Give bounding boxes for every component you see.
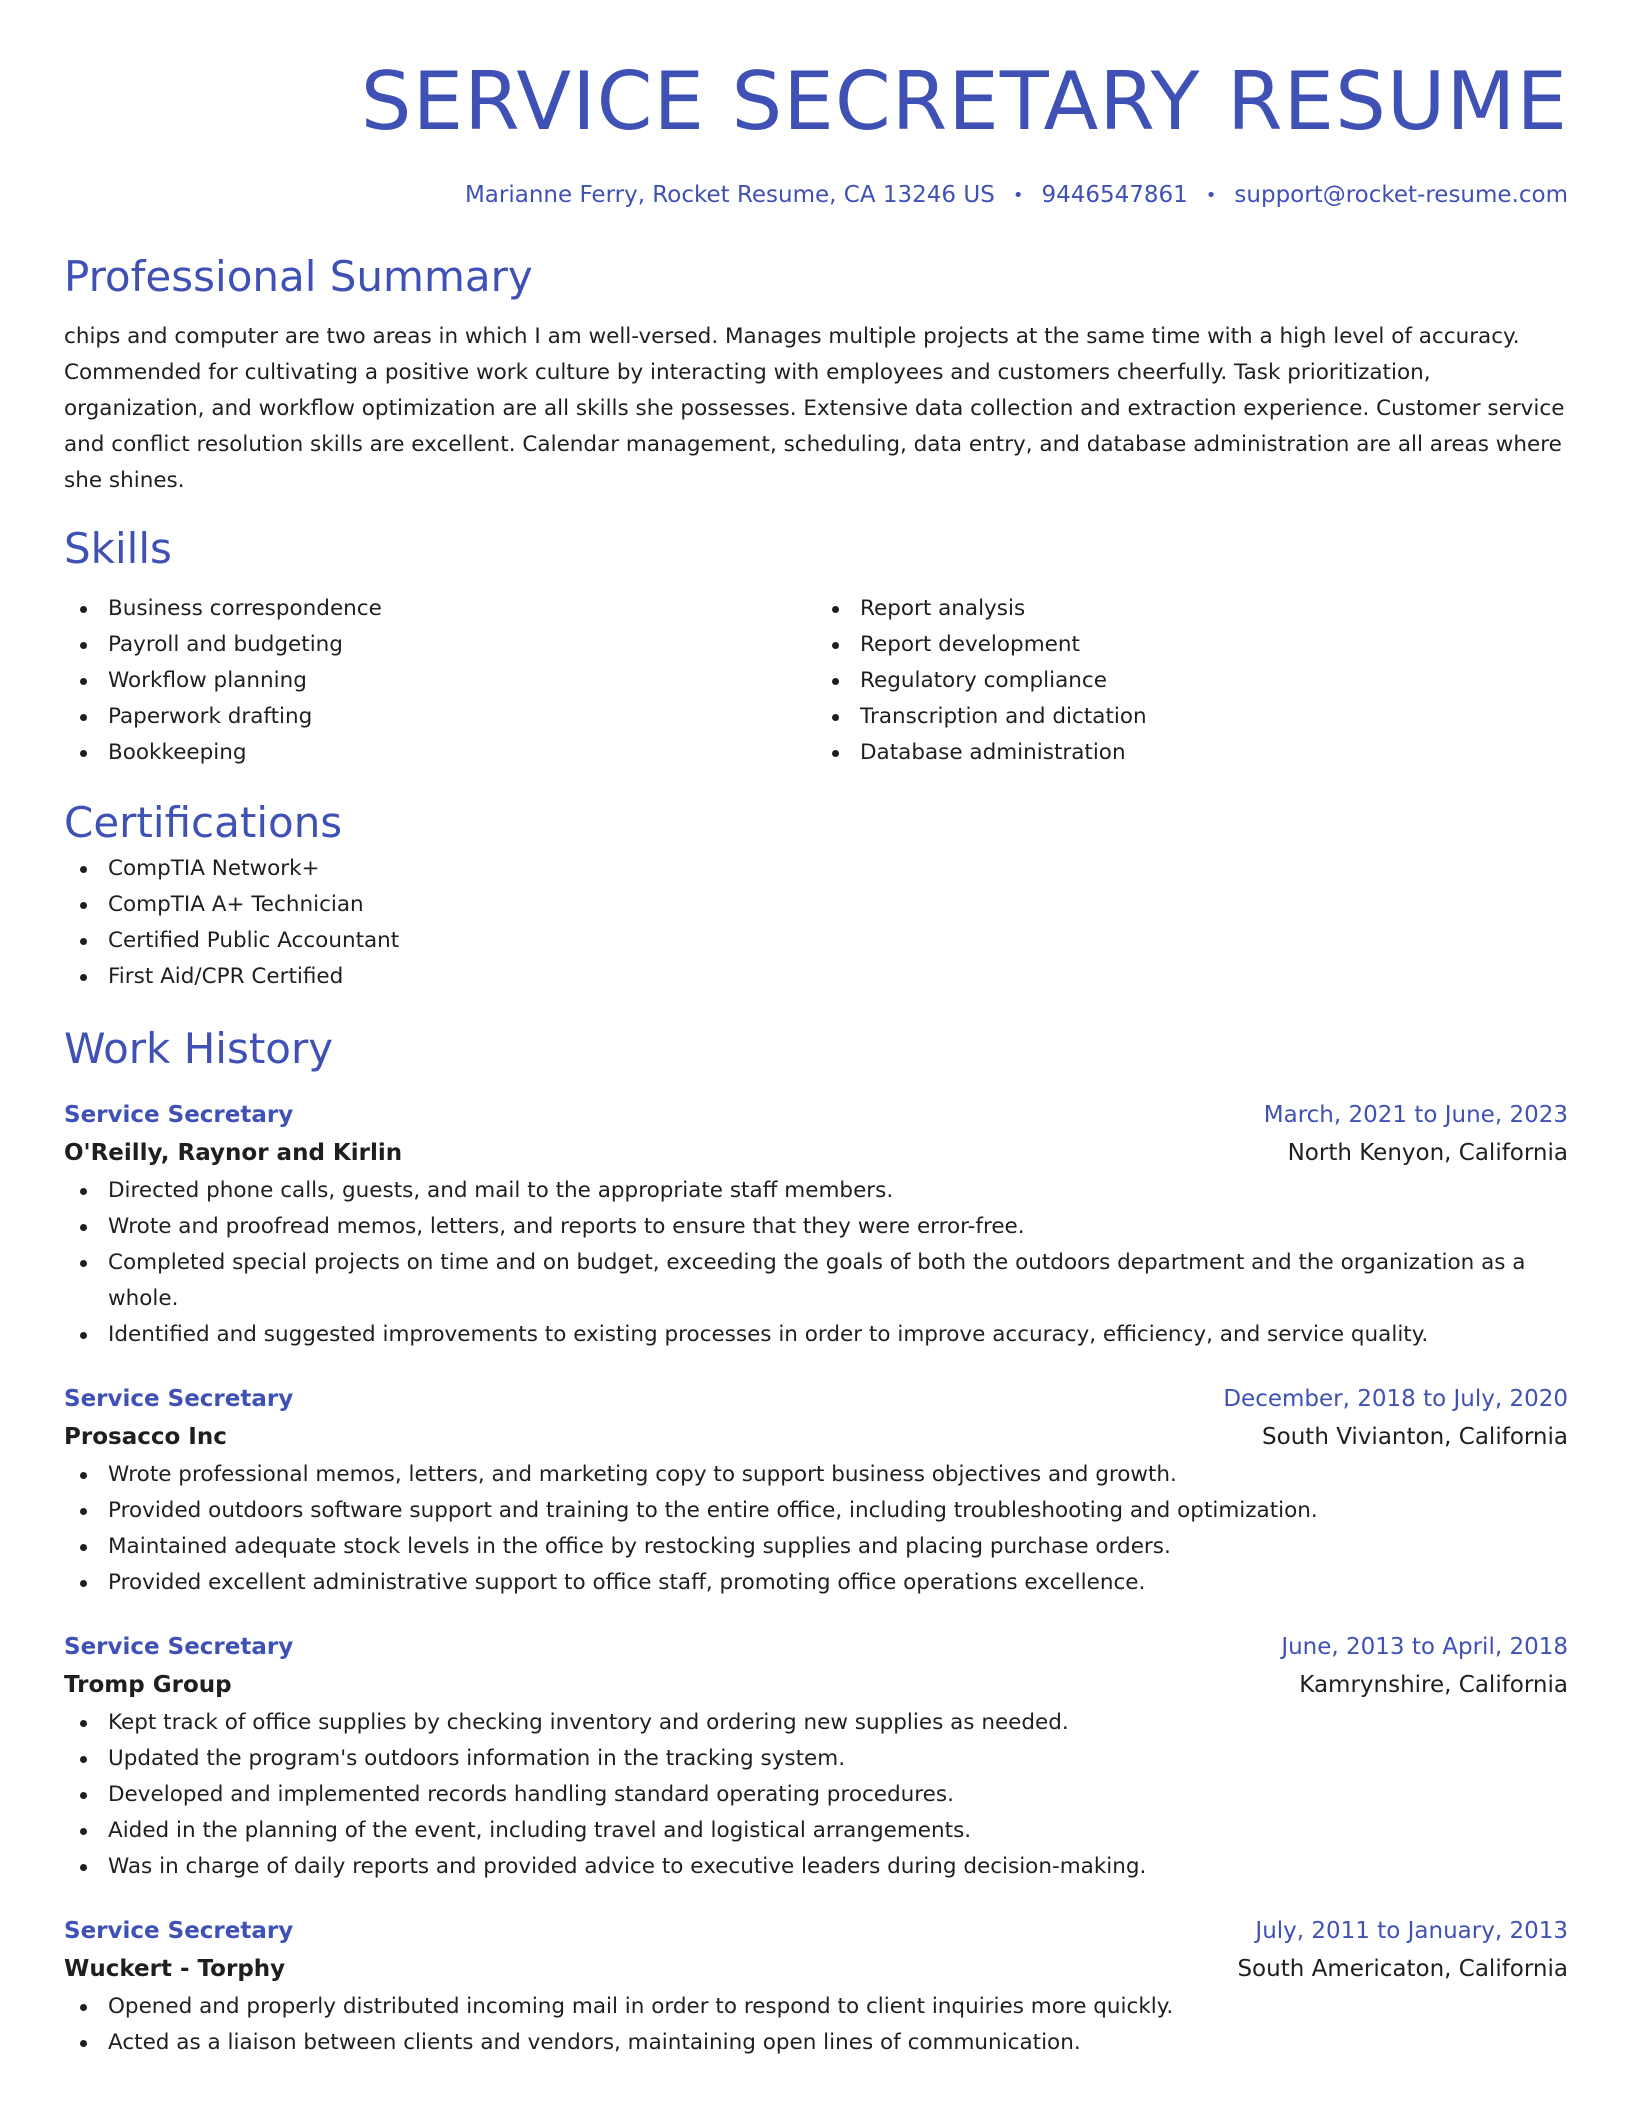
job-location: South Americaton, California <box>1237 1955 1568 1982</box>
skill-item: Report development <box>816 627 1568 663</box>
skill-item: Transcription and dictation <box>816 699 1568 735</box>
job-duty: Provided excellent administrative support to office staff, promoting office operations excellence. <box>64 1565 1568 1601</box>
separator-dot: • <box>1012 184 1024 206</box>
contact-address: Marianne Ferry, Rocket Resume, CA 13246 US <box>464 182 995 208</box>
skill-item: Bookkeeping <box>64 735 816 771</box>
job-title-row <box>64 1629 1568 1665</box>
job-company: Prosacco Inc <box>64 1423 227 1450</box>
job-company: Tromp Group <box>64 1671 232 1698</box>
job-dates: March, 2021 to June, 2023 <box>1263 1101 1568 1128</box>
job-entry <box>64 1629 1568 1885</box>
job-dates: December, 2018 to July, 2020 <box>1223 1385 1568 1412</box>
skill-item: Workflow planning <box>64 663 816 699</box>
job-title: Service Secretary <box>64 1385 294 1412</box>
job-duty: Updated the program's outdoors information in the tracking system. <box>64 1741 1568 1777</box>
job-duty: Provided outdoors software support and training to the entire office, including troubleshooting and optimization. <box>64 1493 1568 1529</box>
job-company: Wuckert - Torphy <box>64 1955 286 1982</box>
job-duty: Wrote and proofread memos, letters, and reports to ensure that they were error-free. <box>64 1209 1568 1245</box>
skill-item: Business correspondence <box>64 591 816 627</box>
job-entry <box>64 1097 1568 1353</box>
job-location: Kamrynshire, California <box>1299 1671 1568 1698</box>
professional-summary-heading: Professional Summary <box>64 251 533 301</box>
separator-dot: • <box>1205 184 1217 206</box>
job-duties-list <box>64 1989 1568 2061</box>
contact-phone: 9446547861 <box>1041 182 1188 208</box>
job-company-row <box>64 1665 1568 1705</box>
professional-summary-text: chips and computer are two areas in which I am well-versed. Manages multiple projects at the same time with a high level of accuracy. Commended for cultivating a positive work culture by interacting with employees and customers cheerfully. Task prioritization, organization, and workflow optimization are all skills she possesses. Extensive data collection and extraction experience. Customer service and conflict resolution skills are excellent. Calendar management, scheduling, data entry, and database administration are all areas where she shines. <box>64 323 1565 493</box>
job-duty: Was in charge of daily reports and provided advice to executive leaders during decision-making. <box>64 1849 1568 1885</box>
job-duty: Completed special projects on time and on budget, exceeding the goals of both the outdoors department and the organization as a whole. <box>64 1245 1568 1317</box>
job-duty: Developed and implemented records handling standard operating procedures. <box>64 1777 1568 1813</box>
job-entry <box>64 1913 1568 2061</box>
job-dates: July, 2011 to January, 2013 <box>1255 1917 1568 1944</box>
skill-item: Report analysis <box>816 591 1568 627</box>
certifications-list <box>64 851 1568 995</box>
job-duty: Maintained adequate stock levels in the office by restocking supplies and placing purchase orders. <box>64 1529 1568 1565</box>
skill-item: Database administration <box>816 735 1568 771</box>
resume-title: SERVICE SECRETARY RESUME <box>360 55 1568 148</box>
job-title-row <box>64 1913 1568 1949</box>
skills-heading: Skills <box>64 523 172 573</box>
job-duty: Wrote professional memos, letters, and marketing copy to support business objectives and growth. <box>64 1457 1568 1493</box>
skills-column-right <box>816 591 1568 771</box>
certification-item: CompTIA Network+ <box>64 851 1568 887</box>
certifications-heading: Certifications <box>64 797 343 847</box>
job-title: Service Secretary <box>64 1633 294 1660</box>
job-title: Service Secretary <box>64 1917 294 1944</box>
certification-item: First Aid/CPR Certified <box>64 959 1568 995</box>
job-company-row <box>64 1949 1568 1989</box>
job-duty: Aided in the planning of the event, including travel and logistical arrangements. <box>64 1813 1568 1849</box>
contact-email: support@rocket-resume.com <box>1234 182 1568 208</box>
job-title: Service Secretary <box>64 1101 294 1128</box>
work-history-heading: Work History <box>64 1023 334 1073</box>
skills-column-left <box>64 591 816 771</box>
job-title-row <box>64 1381 1568 1417</box>
job-duties-list <box>64 1705 1568 1885</box>
certification-item: Certified Public Accountant <box>64 923 1568 959</box>
job-duty: Acted as a liaison between clients and vendors, maintaining open lines of communication. <box>64 2025 1568 2061</box>
skill-item: Payroll and budgeting <box>64 627 816 663</box>
contact-line <box>64 180 1568 211</box>
job-company-row <box>64 1133 1568 1173</box>
skills-list-left <box>64 591 816 771</box>
job-entry <box>64 1381 1568 1601</box>
skill-item: Paperwork drafting <box>64 699 816 735</box>
job-location: North Kenyon, California <box>1287 1139 1568 1166</box>
skills-list-right <box>816 591 1568 771</box>
job-dates: June, 2013 to April, 2018 <box>1281 1633 1568 1660</box>
skills-grid <box>64 591 1568 771</box>
job-duties-list <box>64 1457 1568 1601</box>
job-duty: Opened and properly distributed incoming mail in order to respond to client inquiries more quickly. <box>64 1989 1568 2025</box>
job-title-row <box>64 1097 1568 1133</box>
job-company: O'Reilly, Raynor and Kirlin <box>64 1139 403 1166</box>
job-duties-list <box>64 1173 1568 1353</box>
job-company-row <box>64 1417 1568 1457</box>
job-location: South Vivianton, California <box>1262 1423 1568 1450</box>
job-duty: Directed phone calls, guests, and mail to the appropriate staff members. <box>64 1173 1568 1209</box>
skill-item: Regulatory compliance <box>816 663 1568 699</box>
certification-item: CompTIA A+ Technician <box>64 887 1568 923</box>
job-duty: Kept track of office supplies by checking inventory and ordering new supplies as needed. <box>64 1705 1568 1741</box>
job-duty: Identified and suggested improvements to existing processes in order to improve accuracy, efficiency, and service quality. <box>64 1317 1568 1353</box>
